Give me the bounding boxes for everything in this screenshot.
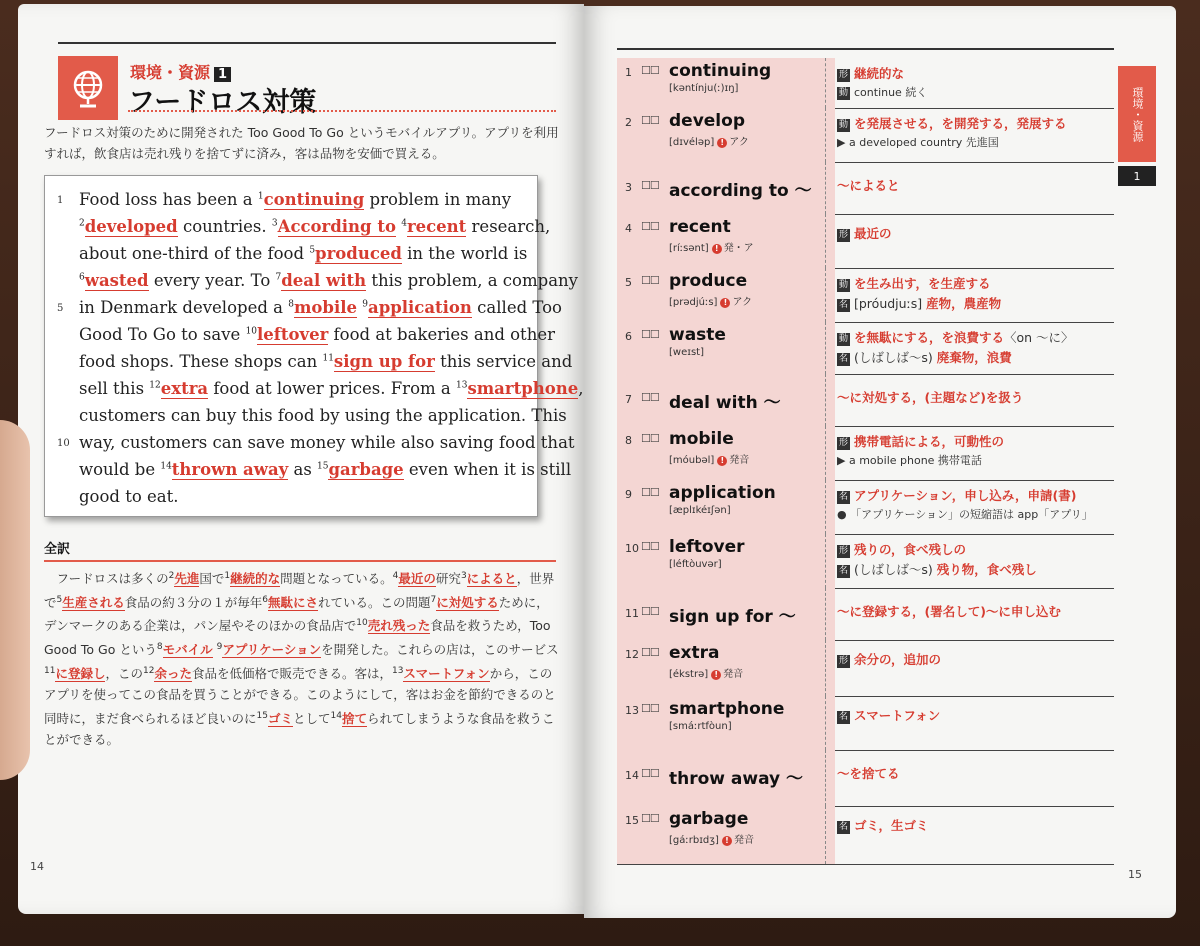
vocab-row [617,268,1114,323]
vocab-word: garbage [669,809,749,829]
passage-keyword: wasted [84,271,149,290]
vocab-number: 12 [625,648,639,661]
vocab-meaning [837,224,892,242]
passage-line: would be $^{14}$thrown away as $^{15}$garbage even when it is still [79,460,572,479]
vocab-word: extra [669,643,720,663]
passage-line: $^2$developed countries. $^3$According to $^4$recent research, [79,217,551,236]
vocab-number: 8 [625,434,632,447]
vocab-number: 2 [625,116,632,129]
vocab-row [617,534,1114,589]
vocab-pronunciation: [prədjúːs] ! アク [669,297,753,308]
vocab-number: 15 [625,814,639,827]
checkbox-icons: ☐☐ [641,605,659,618]
vocab-pronunciation: [weɪst] [669,347,704,358]
passage-line: Good To Go to save $^{10}$leftover food at bakeries and other [79,325,555,344]
vocab-row [617,108,1114,163]
vocab-separator [825,58,826,108]
intro-text: フードロス対策のために開発された Too Good To Go というモバイルアプリ。アプリを利用すれば，飲食店は売れ残りを捨てずに済み，客は品物を安価で買える。 [44,125,559,161]
keyword-number: 5 [56,594,63,605]
warning-label: 発音 [729,455,750,466]
meaning-note: [próudjuːs] [854,296,927,311]
vocab-number: 11 [625,607,639,620]
translation-keyword: 無駄にさ [268,594,319,610]
side-tab: 環境・資源 [1118,66,1156,162]
keyword-number: 5 [309,245,316,256]
vocab-meaning [837,388,1023,406]
keyword-number: 9 [362,299,368,310]
vocab-row [617,162,1114,215]
translation-keyword: 売れ残った [367,618,431,634]
vocab-meaning [837,540,966,558]
warning-label: アク [732,297,753,308]
keyword-number: 14 [330,710,342,721]
passage-line: about one-third of the food $^5$produced in the world is [79,244,528,263]
vocab-separator [825,806,826,864]
category-number: 1 [214,67,231,82]
vocab-word: mobile [669,429,734,449]
header-rule-right [617,48,1114,50]
vocab-word: produce [669,271,748,291]
part-of-speech: 名 [838,566,848,576]
warning-label: 発・ア [723,243,754,254]
keyword-number: 11 [322,353,334,364]
keyword-number: 13 [391,665,404,676]
passage-keyword: smartphone [467,379,579,398]
vocab-meaning [837,114,1067,132]
meaning-text: 「アプリケーション」の短縮語は app「アプリ」 [850,508,1093,521]
vocab-word: according to ～ [669,181,812,201]
vocab-separator [825,640,826,696]
passage-line: customers can buy this food by using the application. This [79,406,567,425]
part-of-speech: 形 [838,546,848,556]
vocab-meaning [837,134,999,150]
checkbox-icons: ☐☐ [641,114,659,127]
translation-label: 全訳 [44,542,71,557]
passage-keyword: produced [315,244,402,263]
vocab-meaning [837,486,1076,504]
meaning-text: 残り物，食べ残し [936,562,1037,577]
vocab-separator [825,426,826,480]
vocab-row [617,58,1114,109]
meaning-text: アプリケーション，申し込み，申請(書) [854,488,1077,503]
title-underline [128,110,556,112]
translation-keyword: によると [466,571,517,587]
passage-line: good to eat. [79,487,179,506]
keyword-number: 7 [430,594,437,605]
vocab-pronunciation: [dɪvéləp] ! アク [669,137,749,148]
vocab-separator [825,480,826,534]
vocab-separator [825,374,826,426]
vocab-pronunciation: [ékstrə] ! 発音 [669,669,744,680]
passage-box [44,175,584,517]
keyword-number: 2 [168,571,175,581]
vocab-number: 4 [625,222,632,235]
translation-keyword: 先進 [174,571,200,587]
vocab-row [617,588,1114,641]
meaning-note: (しばしば～s) [854,350,937,365]
vocab-pronunciation: [smáːrtfòun] [669,721,732,732]
vocab-word: develop [669,111,745,131]
passage-keyword: deal with [281,271,367,290]
keyword-number: 15 [317,461,329,472]
translation-text: フードロスは多くの$^2$先進国で$^1$継続的な問題となっている。$^4$最近の研究$^3$によると，世界で$^5$生産される食品の約３分の１が毎年$^6$無駄にされている。この問題$^7$に対処するために，デンマークのある企業は，パン屋やそのほかの食品店で$^{10}$売れ残った食品を救うため，Too Good To Go という$^8$モバイル $^9$アプリケーションを開発した。これらの店は，このサービス$^{11}$に登録し，この$^{12}$余った食品を低価格で販売できる。客は，$^{13}$スマートフォンから，このアプリを使ってこの食品を買うことができる。このようにして，客はお金を節約できるのと同時に，まだ食べられるほど良いのに$^{15}$ゴミとして$^{14}$捨てられてしまうような食品を救うことができる。 [44,571,559,748]
vocab-word: sign up for ～ [669,607,796,627]
vocab-word: leftover [669,537,745,557]
vocab-row [617,322,1114,375]
keyword-number: 2 [79,218,85,229]
vocab-meaning [837,176,900,194]
part-of-speech: 名 [838,492,848,502]
warning-icon: ! [717,138,727,148]
meaning-text: ～を捨てる [837,766,900,781]
passage-line: in Denmark developed a $^8$mobile $^9$application called Too [79,298,562,317]
meaning-text: 継続的な [854,66,905,81]
checkbox-icons: ☐☐ [641,64,659,77]
keyword-number: 8 [156,641,163,652]
passage-keyword: garbage [328,460,404,479]
translation-keyword: モバイル [162,642,213,658]
vocab-row [617,806,1114,865]
warning-label: 発音 [723,669,744,680]
warning-label: アク [729,137,749,148]
meaning-text: ～に対処する，(主題など)を扱う [837,390,1024,405]
vocab-number: 13 [625,704,639,717]
meaning-text: a mobile phone 携帯電話 [848,454,982,467]
translation-keyword: スマートフォン [403,665,490,681]
vocab-word: waste [669,325,726,345]
vocab-meaning [837,348,1012,366]
vocab-pronunciation: [ríːsənt] ! 発・ア [669,243,754,254]
vocab-meaning [837,816,929,834]
part-of-speech: 名 [838,712,848,722]
part-of-speech: 動 [838,88,848,98]
line-number: 5 [57,303,64,314]
meaning-text: continue 続く [854,86,928,99]
vocab-separator [825,322,826,374]
keyword-number: 1 [224,571,231,581]
header-rule [58,42,556,44]
page-number-right: 15 [1128,868,1142,881]
translation-keyword: 継続的な [230,571,281,587]
passage-line: sell this $^{12}$extra food at lower prices. From a $^{13}$smartphone, [79,379,584,398]
line-number: 10 [57,438,70,449]
arrow-icon: ▶ [837,454,849,467]
translation-keyword: ゴミ [267,710,293,726]
vocab-word: continuing [669,61,772,81]
part-of-speech: 形 [838,70,848,80]
meaning-text: スマートフォン [854,708,941,723]
vocab-row [617,480,1114,535]
checkbox-icons: ☐☐ [641,767,659,780]
vocab-separator [825,588,826,640]
keyword-number: 11 [44,665,56,676]
translation-keyword: 生産される [62,594,125,610]
checkbox-icons: ☐☐ [641,391,659,404]
part-of-speech: 名 [838,822,848,832]
keyword-number: 8 [288,299,294,310]
vocab-meaning [837,274,991,292]
line-number: 1 [57,195,64,206]
vocab-number: 5 [625,276,632,289]
meaning-text: を発展させる，を開発する，発展する [854,116,1067,131]
vocab-meaning [837,452,982,468]
passage-line: Food loss has been a $^1$continuing problem in many [79,190,512,209]
passage-keyword: application [368,298,472,317]
vocab-number: 1 [625,66,632,79]
translation-keyword: 捨て [341,710,367,726]
vocab-word: throw away ～ [669,769,804,789]
vocab-meaning [837,84,927,100]
vocab-pronunciation: [kəntínju(ː)ɪŋ] [669,83,739,94]
keyword-number: 12 [149,380,161,391]
translation-rule [44,560,556,562]
keyword-number: 15 [256,710,268,721]
keyword-number: 12 [142,665,155,676]
bullet-icon: ● [837,508,851,521]
meaning-text: を無駄にする，を浪費する [854,330,1005,345]
part-of-speech: 動 [838,120,848,130]
vocab-word: application [669,483,776,503]
meaning-text: ゴミ，生ゴミ [854,818,929,833]
meaning-text: a developed country 先進国 [848,136,999,149]
passage-line: way, customers can save money while also saving food that [79,433,575,452]
checkbox-icons: ☐☐ [641,812,659,825]
warning-icon: ! [722,836,732,846]
part-of-speech: 名 [838,300,848,310]
passage-keyword: sign up for [333,352,435,371]
meaning-text: 残りの，食べ残しの [854,542,967,557]
vocab-pronunciation: [móubəl] ! 発音 [669,455,750,466]
vocab-pronunciation: [léftòuvər] [669,559,722,570]
passage-keyword: recent [406,217,467,236]
vocab-number: 7 [625,393,632,406]
globe-icon [58,56,118,120]
translation-keyword: アプリケーション [222,642,322,658]
meaning-text: ～に登録する，(署名して)～に申し込む [837,604,1061,619]
vocab-separator [825,108,826,162]
vocab-row [617,750,1114,807]
part-of-speech: 形 [838,438,848,448]
part-of-speech: 動 [838,280,848,290]
checkbox-icons: ☐☐ [641,274,659,287]
warning-icon: ! [717,456,727,466]
translation-keyword: に登録し [55,665,106,681]
meaning-text: を生み出す，を生産する [854,276,991,291]
vocab-number: 10 [625,542,639,555]
vocab-meaning [837,764,900,782]
vocab-row [617,426,1114,481]
checkbox-icons: ☐☐ [641,486,659,499]
checkbox-icons: ☐☐ [641,646,659,659]
vocab-meaning [837,64,904,82]
part-of-speech: 形 [838,230,848,240]
keyword-number: 10 [245,326,258,337]
passage-keyword: leftover [257,325,329,344]
keyword-number: 10 [356,618,368,629]
checkbox-icons: ☐☐ [641,432,659,445]
keyword-number: 6 [262,594,269,605]
keyword-number: 7 [275,272,282,283]
vocab-separator [825,268,826,322]
meaning-text: 余分の，追加の [854,652,942,667]
category-label: 環境・資源 1 [130,60,231,83]
vocab-separator [825,696,826,750]
section-title: フードロス対策 [128,87,317,118]
meaning-text: 最近の [854,226,892,241]
vocab-number: 6 [625,330,632,343]
vocab-meaning [837,560,1037,578]
vocab-meaning [837,506,1093,522]
passage-keyword: thrown away [171,460,289,479]
vocab-pronunciation: [gáːrbɪdʒ] ! 発音 [669,835,754,846]
vocab-meaning [837,602,1061,620]
vocab-row [617,696,1114,751]
checkbox-icons: ☐☐ [641,179,659,192]
vocab-row [617,374,1114,427]
meaning-text: 廃棄物，浪費 [936,350,1012,365]
vocab-meaning [837,432,1004,450]
checkbox-icons: ☐☐ [641,540,659,553]
meaning-text: 携帯電話による，可動性の [854,434,1005,449]
vocab-meaning [837,294,1001,312]
vocab-row [617,214,1114,269]
vocab-row [617,640,1114,697]
arrow-icon: ▶ [837,136,849,149]
vocab-pronunciation: [æplɪkéɪʃən] [669,505,731,516]
vocab-meaning [837,328,1074,346]
side-tab-number: 1 [1118,166,1156,186]
vocab-word: recent [669,217,731,237]
translation-keyword: に対処する [436,594,499,610]
warning-icon: ! [720,298,730,308]
vocab-separator [825,750,826,806]
keyword-number: 13 [455,380,468,391]
thumb [0,420,30,780]
passage-line: food shops. These shops can $^{11}$sign up for this service and [79,352,573,371]
vocab-separator [825,162,826,214]
part-of-speech: 名 [838,354,848,364]
vocab-separator [825,534,826,588]
vocab-meaning [837,706,940,724]
meaning-note: (しばしば～s) [854,562,937,577]
warning-label: 発音 [733,835,754,846]
part-of-speech: 動 [838,334,848,344]
keyword-number: 1 [257,191,264,202]
part-of-speech: 形 [838,656,848,666]
checkbox-icons: ☐☐ [641,328,659,341]
passage-keyword: developed [84,217,178,236]
passage-line: $^6$wasted every year. To $^7$deal with this problem, a company [79,271,578,290]
warning-icon: ! [712,244,722,254]
vocab-meaning [837,650,941,668]
keyword-number: 6 [79,272,85,283]
meaning-text: 産物，農産物 [926,296,1002,311]
keyword-number: 9 [216,641,223,652]
warning-icon: ! [711,670,721,680]
keyword-number: 4 [392,571,399,581]
vocab-separator [825,214,826,268]
page-number-left: 14 [30,860,44,873]
checkbox-icons: ☐☐ [641,702,659,715]
passage-keyword: continuing [263,190,365,209]
checkbox-icons: ☐☐ [641,220,659,233]
keyword-number: 3 [271,218,278,229]
vocab-number: 3 [625,181,632,194]
keyword-number: 4 [401,218,407,229]
vocab-word: smartphone [669,699,785,719]
meaning-note: 〈on ～に〉 [1004,330,1074,345]
vocab-word: deal with ～ [669,393,781,413]
passage-keyword: According to [277,217,396,236]
passage-keyword: extra [160,379,209,398]
meaning-text: ～によると [837,178,900,193]
vocab-number: 9 [625,488,632,501]
keyword-number: 14 [160,461,172,472]
vocab-number: 14 [625,769,639,782]
translation-keyword: 最近の [398,571,436,587]
passage-keyword: mobile [293,298,358,317]
keyword-number: 3 [460,571,467,581]
translation-keyword: 余った [154,665,192,681]
